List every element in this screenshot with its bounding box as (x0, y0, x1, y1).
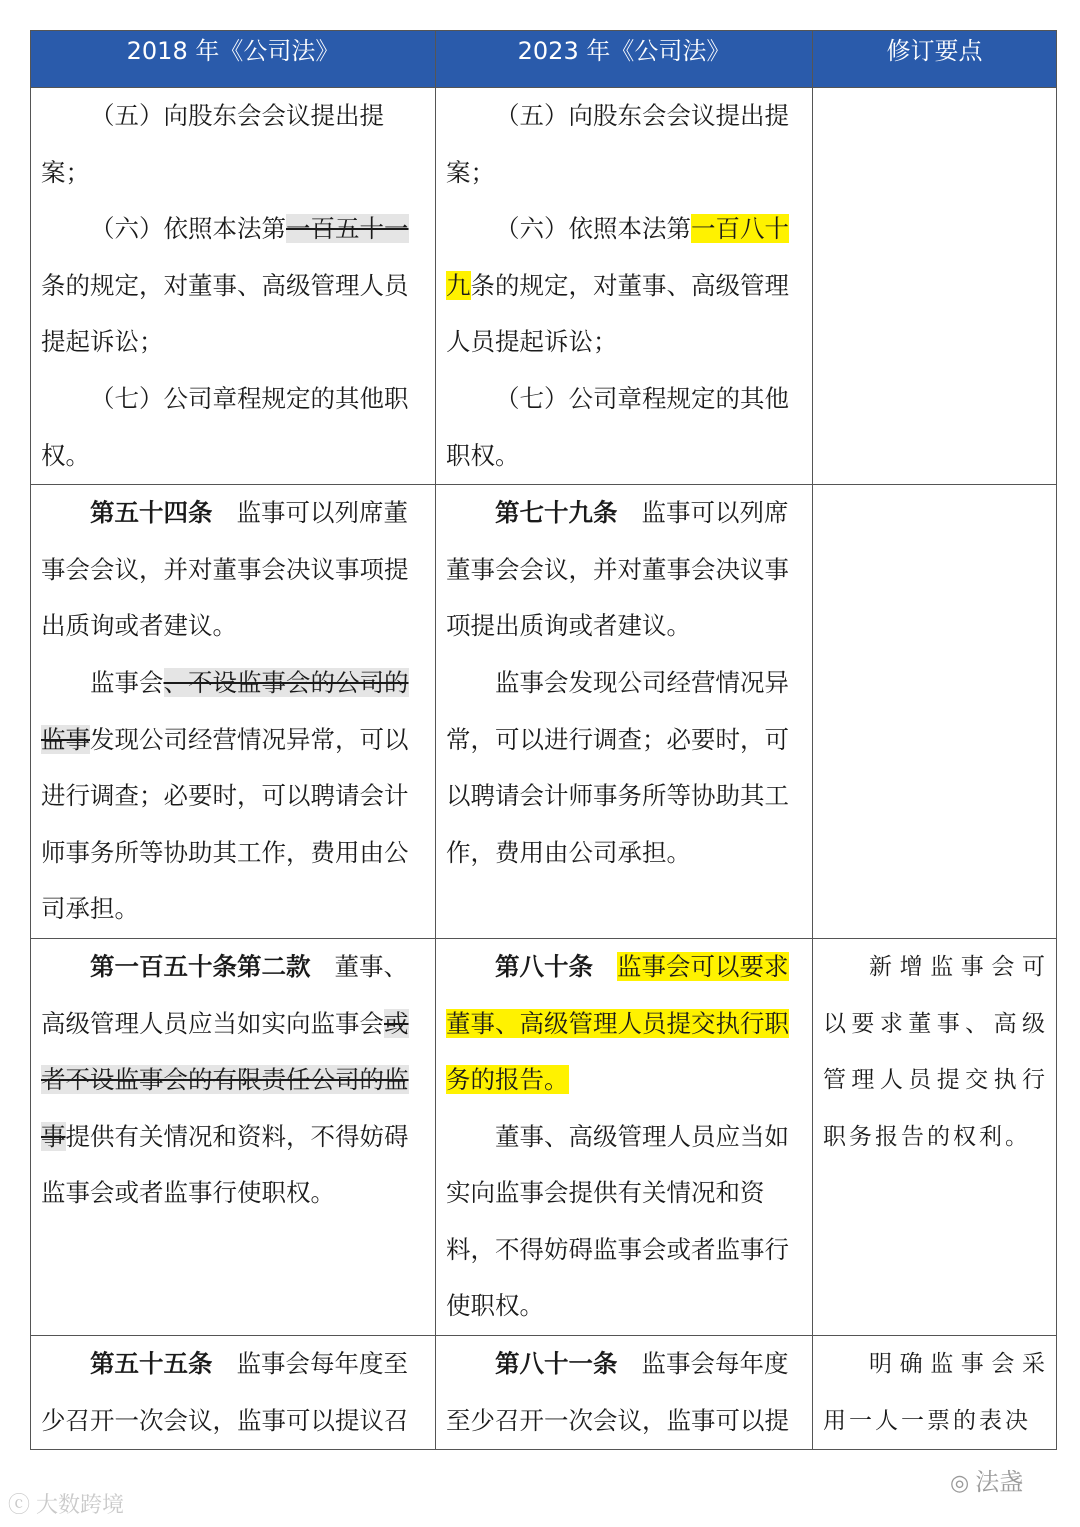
cell-new (436, 88, 813, 485)
table-row (31, 88, 1057, 485)
paragraph: （六）依照本法第一百五十一条的规定，对董事、高级管理人员提起诉讼； (41, 214, 409, 357)
paragraph: 第五十五条 监事会每年度至少召开一次会议，监事可以提议召 (41, 1349, 409, 1435)
paragraph: 第一百五十条第二款 董事、高级管理人员应当如实向监事会或者不设监事会的有限责任公司的监事提供有关情况和资料，不得妨碍监事会或者监事行使职权。 (41, 951, 409, 1208)
article-number: 第八十一条 (495, 1349, 618, 1379)
article-number: 第五十四条 (90, 498, 213, 528)
article-number: 第七十九条 (495, 498, 618, 528)
deleted-text: 或者不设监事会的有限责任公司的监事 (41, 1008, 409, 1151)
table-row (31, 485, 1057, 939)
cell-new (436, 1336, 813, 1450)
table-row (31, 938, 1057, 1335)
paragraph: 董事、高级管理人员应当如实向监事会提供有关情况和资料，不得妨碍监事会或者监事行使职权。 (446, 1121, 789, 1321)
cell-old (31, 88, 436, 485)
paragraph: 第八十一条 监事会每年度至少召开一次会议，监事可以提 (446, 1349, 789, 1435)
header-revision-points: 修订要点 (813, 31, 1057, 88)
deleted-text: 、不设监事会的公司的监事 (41, 667, 409, 754)
paragraph: 第五十四条 监事可以列席董事会会议，并对董事会决议事项提出质询或者建议。 (41, 498, 409, 641)
cell-note (813, 485, 1057, 939)
paragraph: （七）公司章程规定的其他职权。 (446, 383, 789, 470)
highlighted-text: 一百八十九 (446, 214, 789, 300)
paragraph: （六）依照本法第一百八十九条的规定，对董事、高级管理人员提起诉讼； (446, 214, 789, 357)
header-2023: 2023 年《公司法》 (436, 31, 813, 88)
paragraph: 第七十九条 监事可以列席董事会会议，并对董事会决议事项提出质询或者建议。 (446, 498, 789, 641)
cell-old (31, 485, 436, 939)
cell-note (813, 938, 1057, 1335)
cell-old (31, 938, 436, 1335)
cell-new (436, 938, 813, 1335)
header-2018: 2018 年《公司法》 (31, 31, 436, 88)
wechat-icon: ◎ (950, 1471, 970, 1496)
watermark-left: ⓒ 大数跨境 (8, 1493, 125, 1518)
paragraph: （七）公司章程规定的其他职权。 (41, 383, 409, 470)
revision-note: 新增监事会可以要求董事、高级管理人员提交执行职务报告的权利。 (823, 953, 1048, 1150)
header-row (31, 31, 1057, 88)
cell-note (813, 88, 1057, 485)
paragraph (446, 939, 806, 1109)
paragraph: （五）向股东会会议提出提案； (41, 101, 384, 187)
article-number: 第八十条 (495, 951, 593, 981)
highlighted-text: 监事会可以要求董事、高级管理人员提交执行职务的报告。 (446, 951, 789, 1095)
paragraph: 监事会发现公司经营情况异常，可以进行调查；必要时，可以聘请会计师事务所等协助其工作，费用由公司承担。 (446, 667, 789, 867)
paragraph: 监事会、不设监事会的公司的监事发现公司经营情况异常，可以进行调查；必要时，可以聘请会计师事务所等协助其工作，费用由公司承担。 (41, 667, 409, 924)
deleted-text: 一百五十一 (286, 214, 409, 244)
cell-note (813, 1336, 1057, 1450)
cell-old (31, 1336, 436, 1450)
watermark-right: ◎ 法盏 (950, 1468, 1024, 1496)
paragraph: （五）向股东会会议提出提案； (446, 101, 789, 187)
logo-icon: ⓒ (8, 1493, 31, 1518)
article-number: 第一百五十条第二款 (90, 951, 311, 981)
article-number: 第五十五条 (90, 1349, 213, 1379)
revision-note: 明确监事会采用一人一票的表决 (823, 1351, 1048, 1434)
table-row (31, 1336, 1057, 1450)
cell-new (436, 485, 813, 939)
comparison-table (30, 30, 1057, 1450)
